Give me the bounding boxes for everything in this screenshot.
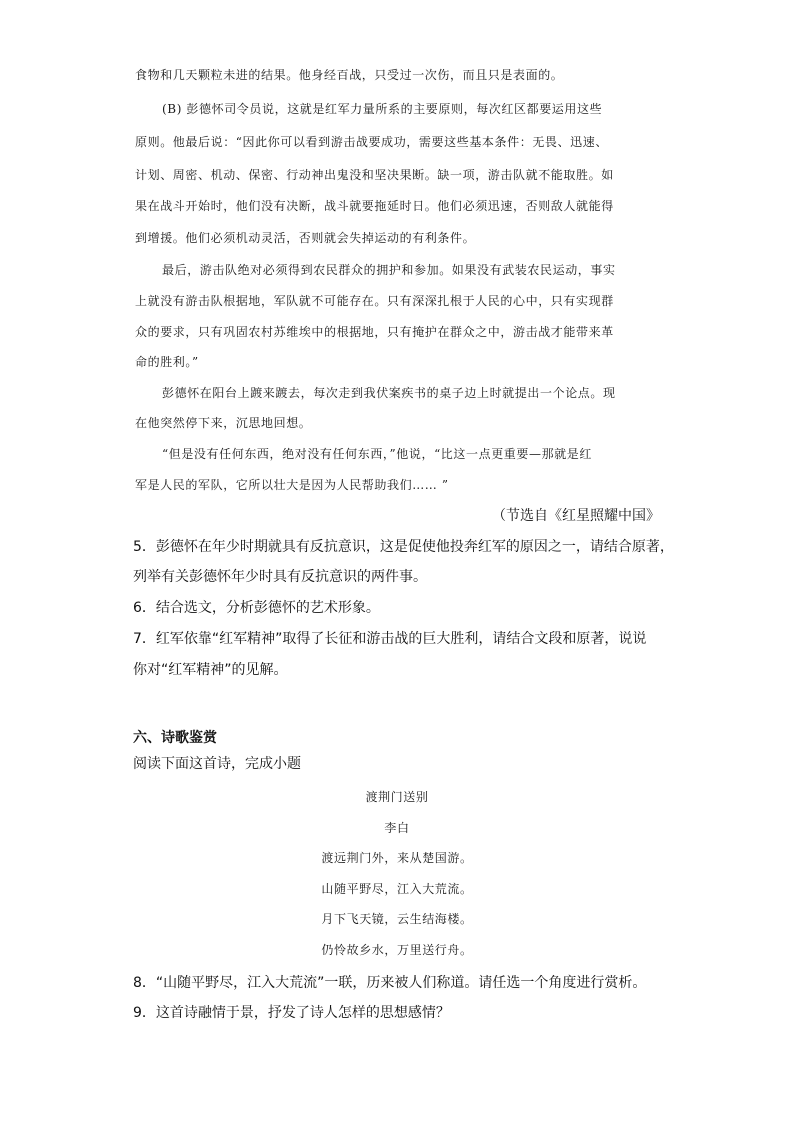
poem-line: 月下飞天镜，云生结海楼。 [321,912,473,926]
question-line: 你对“红军精神”的见解。 [133,662,288,678]
question-line: 5．彭德怀在年少时期就具有反抗意识，这是促使他投奔红军的原因之一，请结合原著， [133,539,674,555]
poem-author: 李白 [384,821,410,835]
passage-line: 计划、周密、机动、保密、行动神出鬼没和坚决果断。缺一项，游击队就不能取胜。如 [135,168,614,182]
passage-line: 军是人民的军队，它所以壮大是因为人民帮助我们…… ” [135,478,449,492]
section-title: 六、诗歌鉴赏 [133,730,217,746]
poem-title: 渡荆门送别 [365,790,429,804]
question-line: 7．红军依靠“红军精神”取得了长征和游击战的巨大胜利，请结合文段和原著，说说 [133,631,647,647]
section-instruction: 阅读下面这首诗，完成小题 [133,756,301,772]
poem-line: 渡远荆门外，来从楚国游。 [321,851,473,865]
passage-line: 上就没有游击队根据地，军队就不可能存在。只有深深扎根于人民的心中，只有实现群 [135,294,614,308]
passage-line: 果在战斗开始时，他们没有决断，战斗就要拖延时日。他们必须迅速，否则敌人就能得 [135,199,614,213]
passage-line: 原则。他最后说：“因此你可以看到游击战要成功，需要这些基本条件：无畏、迅速、 [135,135,608,149]
poem-line: 仍怜故乡水，万里送行舟。 [321,943,473,957]
poem-line: 山随平野尽，江入大荒流。 [321,882,473,896]
passage-line: (B) 彭德怀司令员说，这就是红军力量所系的主要原则，每次红区都要运用这些 [162,102,603,116]
passage-line: “但是没有任何东西，绝对没有任何东西，”他说，“比这一点更重要—那就是红 [162,447,593,461]
passage-line: 命的胜利。” [135,355,199,369]
passage-line: 最后，游击队绝对必须得到农民群众的拥护和参加。如果没有武装农民运动，事实 [162,263,616,277]
passage-line: 到增援。他们必须机动灵活，否则就会失掉运动的有利条件。 [135,231,476,245]
question-line: 9．这首诗融情于景，抒发了诗人怎样的思想感情？ [133,1005,450,1021]
passage-line: 在他突然停下来，沉思地回想。 [135,416,312,430]
question-line: 8．“山随平野尽，江入大荒流”一联，历来被人们称道。请任选一个角度进行赏析。 [133,975,647,991]
passage-line: 众的要求，只有巩固农村苏维埃中的根据地，只有掩护在群众之中，游击战才能带来革 [135,325,614,339]
passage-source: （节选自《红星照耀中国》 [492,508,660,524]
question-line: 列举有关彭德怀年少时具有反抗意识的两件事。 [133,569,427,585]
question-line: 6．结合选文，分析彭德怀的艺术形象。 [133,600,380,616]
passage-line: 彭德怀在阳台上踱来踱去，每次走到我伏案疾书的桌子边上时就提出一个论点。现 [162,386,616,400]
passage-line: 食物和几天颗粒未进的结果。他身经百战，只受过一次伤，而且只是表面的。 [135,68,564,82]
